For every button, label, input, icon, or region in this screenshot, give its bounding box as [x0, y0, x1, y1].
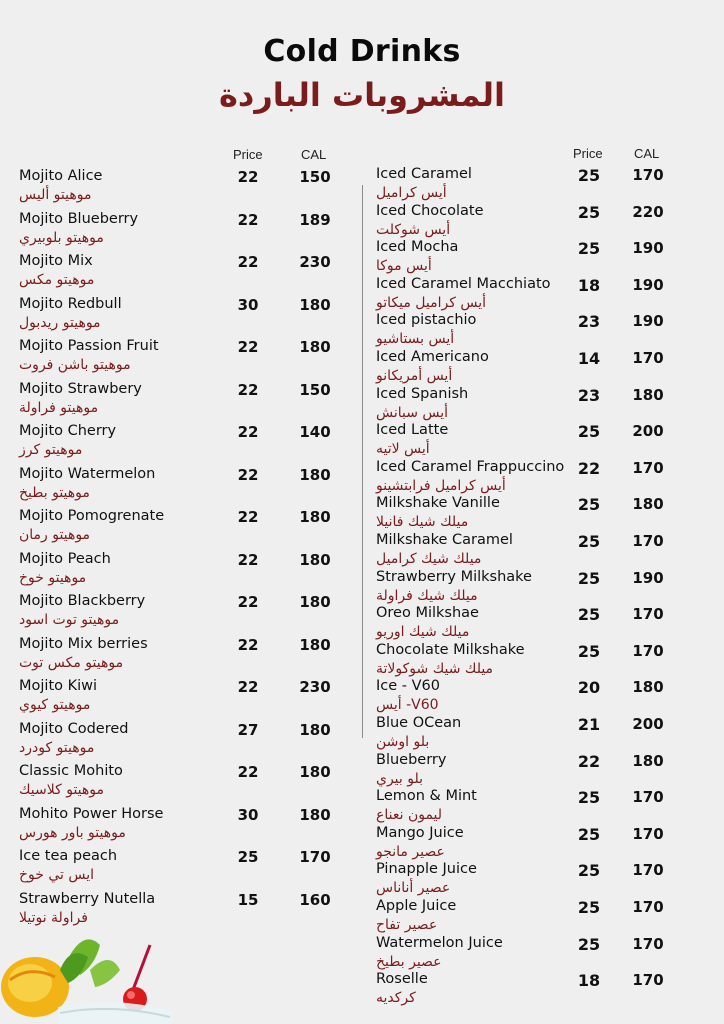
item-price: 25 — [577, 605, 601, 625]
item-name-ar: ميلك شيك اوريو — [376, 624, 470, 641]
item-calories: 180 — [299, 550, 331, 569]
right-menu-column — [376, 166, 666, 1016]
left-price-header: Price — [233, 147, 263, 162]
menu-item — [19, 593, 339, 636]
item-name-ar: عصير مانجو — [376, 843, 445, 860]
menu-item — [376, 825, 666, 862]
item-name-en: Mojito Strawbery — [19, 380, 142, 397]
item-name-en: Milkshake Vanille — [376, 495, 500, 512]
item-price: 30 — [237, 295, 259, 314]
menu-item — [19, 721, 339, 764]
item-calories: 170 — [632, 349, 664, 367]
menu-item — [376, 752, 666, 789]
item-price: 25 — [577, 166, 601, 185]
item-calories: 180 — [299, 338, 331, 356]
item-name-ar: V60- أيس — [376, 697, 439, 714]
column-divider — [362, 185, 363, 738]
menu-item — [19, 508, 339, 551]
item-name-ar: كركديه — [376, 990, 416, 1007]
menu-item — [19, 338, 339, 381]
item-price: 25 — [577, 532, 601, 551]
item-price: 30 — [237, 805, 259, 824]
item-price: 25 — [577, 239, 601, 259]
item-price: 22 — [237, 423, 259, 441]
item-name-en: Mango Juice — [376, 824, 464, 841]
item-price: 22 — [237, 210, 259, 229]
menu-item — [376, 422, 666, 459]
item-calories: 190 — [632, 312, 664, 331]
item-name-en: Mojito Peach — [19, 550, 111, 567]
item-name-ar: أيس بستاشيو — [376, 331, 455, 348]
menu-item — [376, 861, 666, 898]
menu-item — [376, 203, 666, 240]
item-name-ar: أيس لاتيه — [376, 441, 430, 458]
item-name-en: Mohito Power Horse — [19, 805, 164, 822]
menu-item — [19, 848, 339, 891]
item-calories: 170 — [632, 532, 664, 550]
item-price: 22 — [237, 253, 259, 271]
item-price: 25 — [577, 788, 601, 808]
item-calories: 150 — [299, 380, 331, 399]
item-calories: 220 — [632, 202, 664, 221]
item-price: 22 — [577, 458, 601, 478]
item-name-en: Iced Caramel Macchiato — [376, 275, 551, 292]
menu-item — [19, 168, 339, 211]
item-calories: 170 — [632, 605, 664, 624]
item-name-en: Chocolate Milkshake — [376, 641, 525, 658]
item-name-en: Iced pistachio — [376, 312, 477, 329]
item-name-en: Mojito Kiwi — [19, 678, 98, 694]
item-price: 14 — [577, 349, 601, 368]
item-calories: 200 — [632, 715, 664, 733]
item-price: 22 — [237, 338, 259, 356]
item-calories: 170 — [632, 971, 664, 990]
item-price: 25 — [577, 495, 601, 515]
item-name-en: Strawberry Nutella — [19, 890, 156, 907]
item-calories: 170 — [632, 641, 664, 660]
item-name-ar: أيس كراميل — [376, 185, 447, 201]
item-calories: 170 — [632, 898, 664, 916]
item-price: 22 — [237, 465, 259, 484]
item-calories: 180 — [299, 508, 331, 526]
item-name-ar: ميلك شيك فراولة — [376, 587, 478, 604]
item-calories: 140 — [299, 423, 331, 441]
item-name-en: Milkshake Caramel — [376, 532, 513, 548]
item-name-en: Mojito Mix — [19, 253, 93, 269]
item-calories: 170 — [632, 824, 664, 843]
item-calories: 170 — [632, 166, 664, 184]
item-price: 25 — [577, 641, 601, 661]
item-calories: 170 — [632, 458, 664, 477]
menu-item — [376, 459, 666, 496]
item-calories: 190 — [632, 239, 664, 258]
item-calories: 230 — [299, 678, 331, 696]
item-price: 25 — [577, 422, 601, 442]
item-calories: 180 — [632, 678, 664, 697]
menu-item — [376, 678, 666, 715]
item-calories: 170 — [632, 788, 664, 807]
menu-item — [19, 296, 339, 339]
menu-item — [376, 349, 666, 386]
item-name-ar: فراولة نوتيلا — [19, 909, 88, 926]
item-price: 25 — [577, 934, 601, 954]
item-calories: 180 — [632, 495, 664, 514]
menu-item — [376, 898, 666, 935]
item-price: 22 — [237, 508, 259, 526]
item-calories: 170 — [299, 848, 331, 866]
item-name-ar: ميلك شيك شوكولاتة — [376, 660, 494, 677]
item-price: 25 — [577, 898, 601, 917]
item-name-en: Iced Latte — [376, 422, 449, 439]
item-name-ar: أيس أمريكانو — [376, 368, 453, 384]
item-calories: 180 — [299, 295, 331, 314]
item-name-ar: ميلك شيك كراميل — [376, 551, 482, 567]
item-name-en: Strawberry Milkshake — [376, 568, 532, 585]
fruit-drink-illustration — [0, 925, 175, 1024]
item-calories: 180 — [299, 720, 331, 739]
item-calories: 160 — [299, 890, 331, 909]
item-name-ar: موهيتو بطيخ — [19, 484, 90, 501]
item-name-en: Mojito Blackberry — [19, 593, 146, 609]
item-name-ar: موهيتو باور هورس — [19, 824, 126, 841]
item-name-en: Mojito Watermelon — [19, 465, 156, 482]
item-name-en: Ice tea peach — [19, 848, 118, 864]
item-price: 18 — [577, 971, 601, 991]
menu-item — [19, 678, 339, 721]
menu-item — [376, 239, 666, 276]
item-calories: 189 — [299, 210, 331, 229]
item-price: 25 — [577, 568, 601, 588]
menu-item — [19, 806, 339, 849]
item-price: 25 — [237, 848, 259, 866]
menu-item — [19, 423, 339, 466]
item-price: 18 — [577, 275, 601, 295]
item-name-en: Oreo Milkshae — [376, 605, 479, 622]
item-price: 25 — [577, 202, 601, 222]
item-calories: 230 — [299, 253, 331, 271]
item-price: 22 — [577, 751, 601, 771]
page-title-en: Cold Drinks — [263, 34, 461, 69]
item-name-ar: ايس تي خوخ — [19, 867, 95, 883]
item-price: 25 — [577, 861, 601, 881]
item-name-en: Watermelon Juice — [376, 934, 503, 951]
item-name-en: Mojito Cherry — [19, 423, 117, 439]
item-name-ar: موهيتو ريدبول — [19, 314, 101, 331]
item-price: 22 — [237, 635, 259, 654]
menu-item — [376, 788, 666, 825]
item-name-ar: موهيتو كودرد — [19, 739, 95, 756]
item-price: 20 — [577, 678, 601, 698]
item-calories: 180 — [299, 763, 331, 781]
item-name-ar: أيس كراميل فرابتشينو — [376, 477, 506, 494]
item-name-ar: أيس كراميل ميكاتو — [376, 294, 486, 311]
menu-item — [376, 971, 666, 1008]
item-name-ar: ميلك شيك فانيلا — [376, 514, 469, 531]
item-price: 15 — [237, 890, 259, 909]
item-price: 22 — [237, 380, 259, 399]
item-name-ar: عصير أناناس — [376, 880, 451, 897]
item-name-ar: موهيتو خوخ — [19, 569, 87, 586]
item-name-en: Mojito Pomogrenate — [19, 508, 165, 524]
item-name-en: Iced Caramel — [376, 166, 472, 182]
item-name-en: Mojito Passion Fruit — [19, 338, 159, 354]
item-price: 22 — [237, 550, 259, 569]
item-name-ar: موهيتو باشن فروت — [19, 357, 131, 373]
item-price: 22 — [237, 678, 259, 696]
item-name-en: Mojito Alice — [19, 168, 103, 184]
item-calories: 150 — [299, 168, 331, 186]
item-name-ar: موهيتو كرز — [19, 442, 83, 458]
left-cal-header: CAL — [301, 147, 327, 162]
item-name-ar: بلو اوشن — [376, 734, 430, 750]
item-name-en: Mojito Blueberry — [19, 210, 139, 227]
item-name-ar: موهيتو مكس — [19, 272, 95, 288]
menu-item — [376, 276, 666, 313]
item-price: 27 — [237, 720, 259, 739]
item-name-en: Ice - V60 — [376, 678, 440, 695]
item-name-en: Roselle — [376, 971, 428, 988]
item-name-ar: أيس موكا — [376, 258, 432, 275]
item-name-en: Apple Juice — [376, 898, 457, 914]
item-calories: 180 — [632, 385, 664, 404]
item-name-ar: ليمون نعناع — [376, 807, 443, 824]
menu-item — [376, 495, 666, 532]
item-price: 21 — [577, 715, 601, 734]
item-calories: 190 — [632, 568, 664, 587]
item-calories: 170 — [632, 934, 664, 953]
menu-item — [376, 386, 666, 423]
item-name-en: Blueberry — [376, 751, 447, 768]
item-name-en: Lemon & Mint — [376, 788, 477, 805]
item-calories: 190 — [632, 275, 664, 294]
item-name-en: Pinapple Juice — [376, 861, 477, 878]
item-price: 22 — [237, 593, 259, 611]
menu-item — [19, 763, 339, 806]
item-price: 23 — [577, 385, 601, 405]
menu-item — [19, 381, 339, 424]
item-price: 22 — [237, 763, 259, 781]
item-name-ar: عصير بطيخ — [376, 953, 442, 970]
item-name-ar: بلو بيري — [376, 770, 424, 787]
item-calories: 180 — [299, 635, 331, 654]
item-name-ar: موهيتو توت اسود — [19, 612, 120, 628]
item-name-ar: أيس سبانش — [376, 404, 449, 421]
item-name-ar: موهيتو فراولة — [19, 399, 99, 416]
item-calories: 180 — [299, 593, 331, 611]
item-name-ar: موهيتو بلوبيري — [19, 229, 104, 246]
item-price: 22 — [237, 168, 259, 186]
menu-item — [376, 569, 666, 606]
menu-item — [376, 715, 666, 752]
left-menu-column — [19, 168, 339, 928]
right-cal-header: CAL — [634, 146, 660, 161]
item-name-en: Iced Americano — [376, 349, 489, 365]
item-calories: 180 — [299, 805, 331, 824]
item-name-ar: موهيتو كيوي — [19, 697, 91, 713]
item-name-ar: عصير تفاح — [376, 917, 438, 933]
page-title-ar: المشروبات الباردة — [219, 76, 505, 114]
item-price: 23 — [577, 312, 601, 332]
item-calories: 180 — [299, 465, 331, 484]
item-name-en: Mojito Mix berries — [19, 635, 148, 652]
item-name-en: Classic Mohito — [19, 763, 123, 779]
item-name-ar: موهيتو مكس توت — [19, 654, 124, 671]
item-name-en: Mojito Redbull — [19, 295, 122, 312]
item-name-en: Iced Caramel Frappuccino — [376, 458, 565, 475]
menu-item — [19, 636, 339, 679]
menu-item — [19, 551, 339, 594]
menu-item — [19, 253, 339, 296]
item-name-ar: موهيتو أليس — [19, 187, 92, 203]
right-price-header: Price — [573, 146, 603, 161]
menu-item — [376, 642, 666, 679]
menu-item — [19, 466, 339, 509]
menu-item — [376, 532, 666, 569]
menu-item — [376, 166, 666, 203]
menu-item — [376, 312, 666, 349]
item-name-ar: أيس شوكلت — [376, 221, 451, 238]
item-name-en: Iced Chocolate — [376, 202, 484, 219]
menu-item — [376, 605, 666, 642]
item-name-en: Iced Mocha — [376, 239, 459, 256]
menu-item — [19, 211, 339, 254]
item-name-en: Mojito Codered — [19, 720, 129, 737]
item-calories: 200 — [632, 422, 664, 441]
item-name-en: Iced Spanish — [376, 385, 469, 402]
item-name-ar: موهيتو كلاسيك — [19, 782, 105, 798]
item-name-ar: موهيتو رمان — [19, 527, 91, 543]
item-calories: 180 — [632, 751, 664, 770]
item-price: 25 — [577, 824, 601, 844]
item-name-en: Blue OCean — [376, 715, 462, 731]
menu-item — [376, 935, 666, 972]
item-calories: 170 — [632, 861, 664, 880]
